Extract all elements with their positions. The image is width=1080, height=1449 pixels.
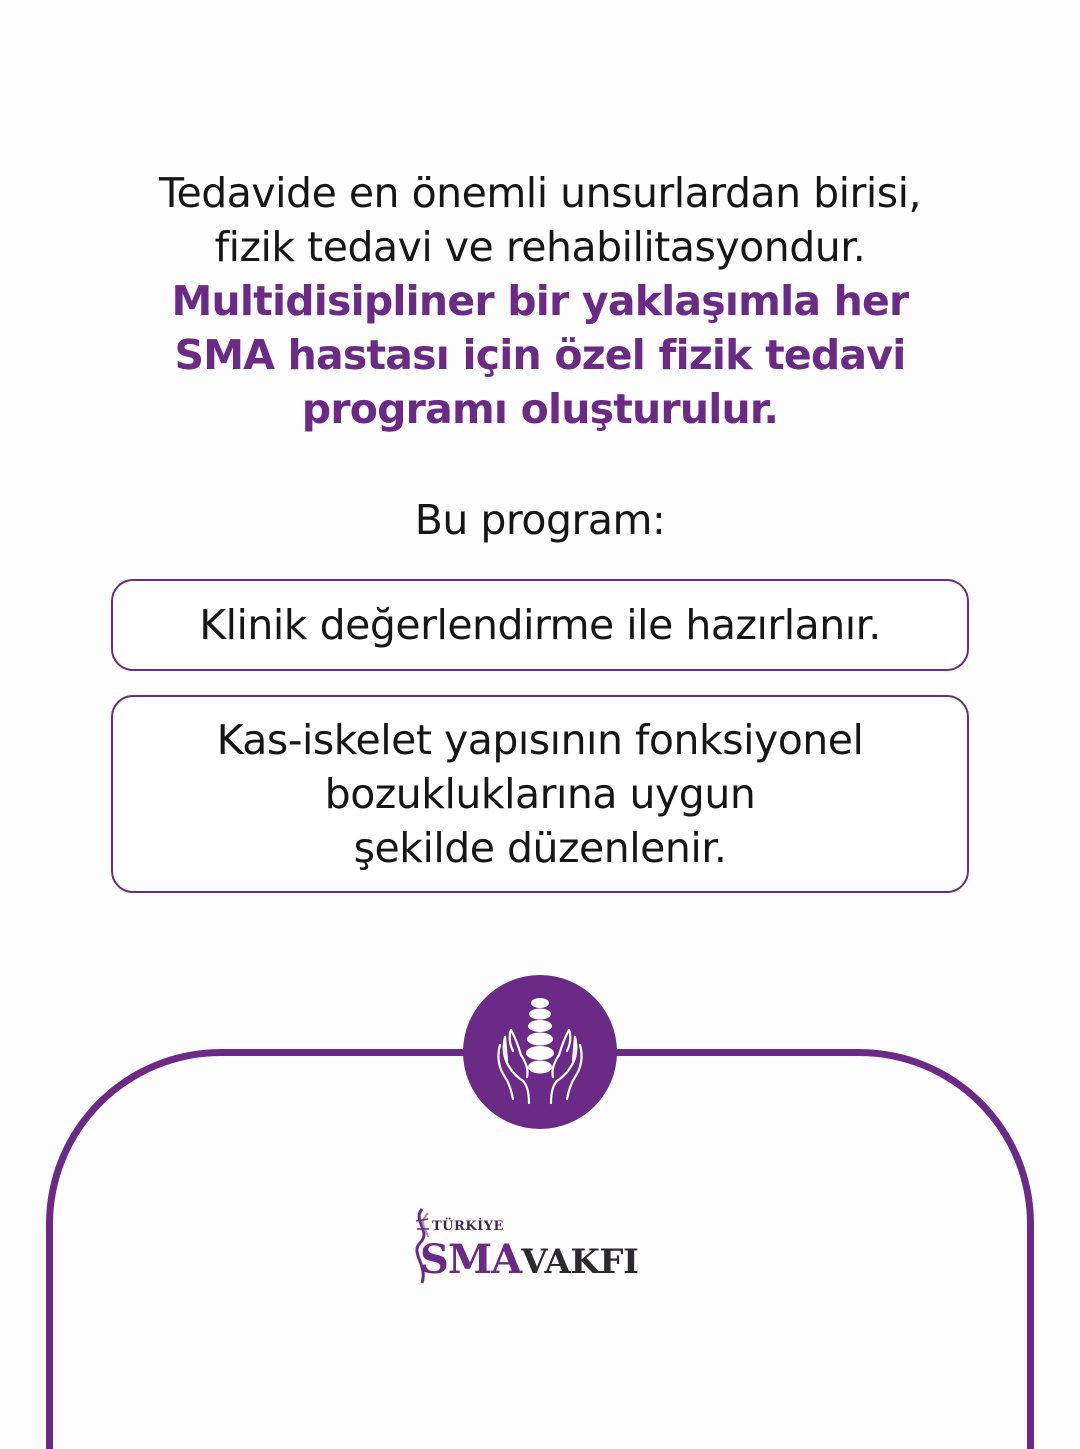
badge — [463, 975, 617, 1129]
intro-line-2: fizik tedavi ve rehabilitasyondur. — [214, 223, 866, 271]
intro-accent-line-2: SMA hastası için özel fizik tedavi — [174, 331, 906, 379]
logo-main-text — [420, 1237, 638, 1285]
program-item-text: şekilde düzenlenir. — [353, 824, 727, 872]
program-item-text: Kas-iskelet yapısının fonksiyonel — [216, 716, 864, 764]
intro-accent-line-3: programı oluşturulur. — [301, 385, 779, 433]
logo-top-text: TÜRKİYE — [432, 1219, 504, 1234]
turkiye-sma-vakfi-logo — [408, 1203, 648, 1293]
logo-vakfi-text: VAKFI — [521, 1242, 639, 1282]
program-lead: Bu program: — [414, 496, 666, 544]
hands-holding-spine-icon — [463, 975, 617, 1129]
program-item-text: Klinik değerlendirme ile hazırlanır. — [199, 601, 881, 649]
intro-line-1: Tedavide en önemli unsurlardan birisi, — [158, 169, 922, 217]
program-item-musculoskeletal — [111, 695, 969, 893]
logo-sma-text: SMA — [420, 1236, 522, 1283]
program-item-text: bozukluklarına uygun — [324, 770, 756, 818]
intro-text — [0, 166, 1080, 436]
intro-accent-line-1: Multidisipliner bir yaklaşımla her — [171, 277, 909, 325]
program-item-clinical-evaluation — [111, 579, 969, 671]
